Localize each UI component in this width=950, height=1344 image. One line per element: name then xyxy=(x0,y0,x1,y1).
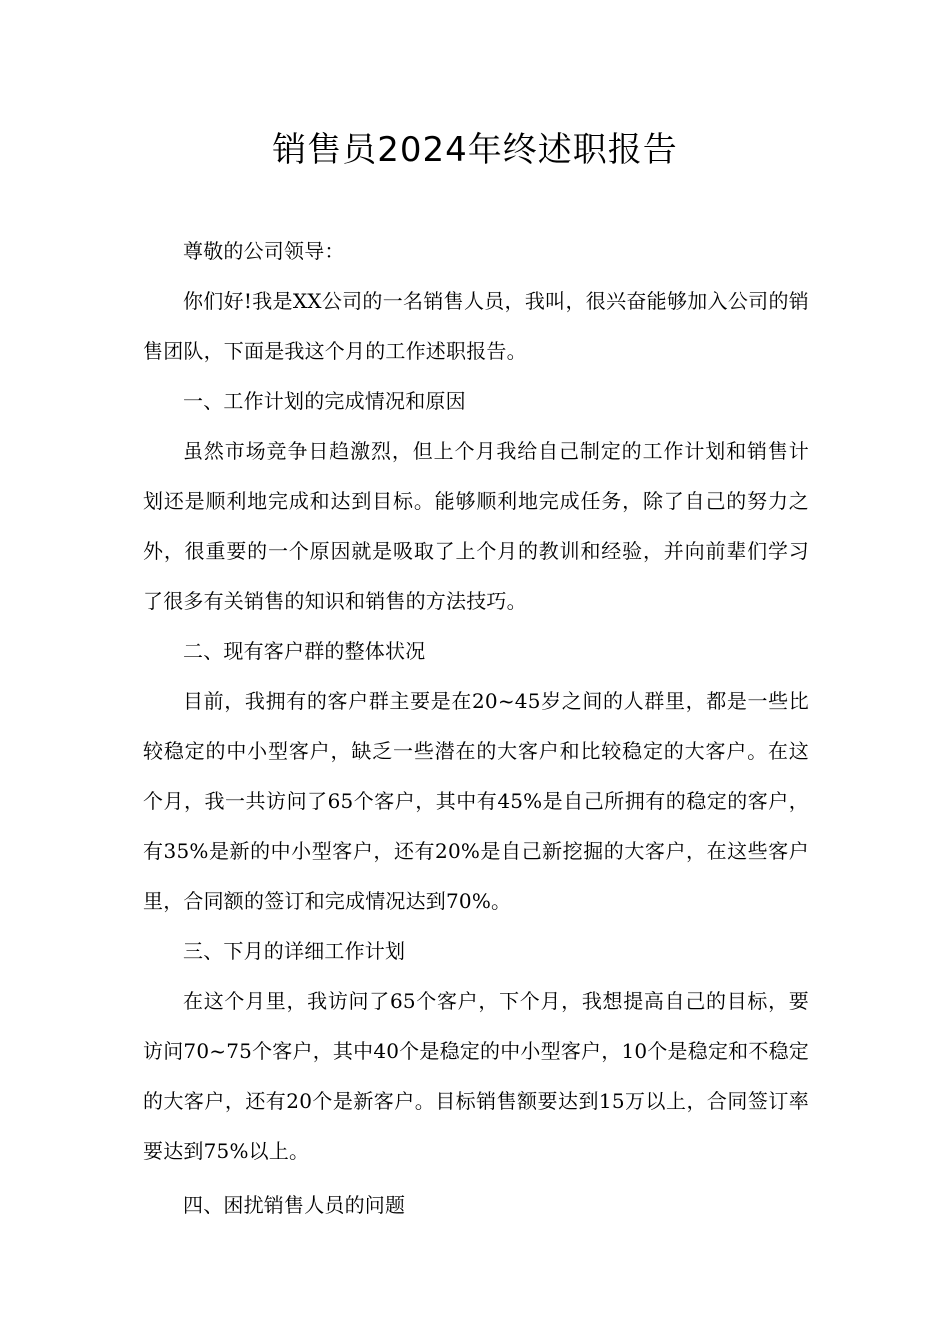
paragraph-section-2: 目前，我拥有的客户群主要是在20~45岁之间的人群里，都是一些比较稳定的中小型客户，缺乏一些潜在的大客户和比较稳定的大客户。在这个月，我一共访问了65个客户，其中有45%是自己所拥有的稳定的客户，有35%是新的中小型客户，还有20%是自己新挖掘的大客户，在这些客户里，合同额的签订和完成情况达到70%。 xyxy=(143,689,809,913)
section-heading-1: 一、工作计划的完成情况和原因 xyxy=(183,389,466,413)
document-title: 销售员2024年终述职报告 xyxy=(272,130,678,170)
salutation: 尊敬的公司领导： xyxy=(183,239,345,263)
paragraph-section-3: 在这个月里，我访问了65个客户，下个月，我想提高自己的目标，要访问70~75个客户，其中40个是稳定的中小型客户，10个是稳定和不稳定的大客户，还有20个是新客户。目标销售额要达到15万以上，合同签订率要达到75%以上。 xyxy=(143,989,809,1163)
document-body xyxy=(143,226,809,1230)
section-heading-2: 二、现有客户群的整体状况 xyxy=(183,639,426,663)
paragraph-intro: 你们好!我是XX公司的一名销售人员，我叫，很兴奋能够加入公司的销售团队，下面是我这个月的工作述职报告。 xyxy=(143,289,809,363)
section-heading-3: 三、下月的详细工作计划 xyxy=(183,939,406,963)
section-heading-4: 四、困扰销售人员的问题 xyxy=(183,1193,406,1217)
paragraph-section-1: 虽然市场竞争日趋激烈，但上个月我给自己制定的工作计划和销售计划还是顺利地完成和达到目标。能够顺利地完成任务，除了自己的努力之外，很重要的一个原因就是吸取了上个月的教训和经验，并向前辈们学习了很多有关销售的知识和销售的方法技巧。 xyxy=(143,439,809,613)
